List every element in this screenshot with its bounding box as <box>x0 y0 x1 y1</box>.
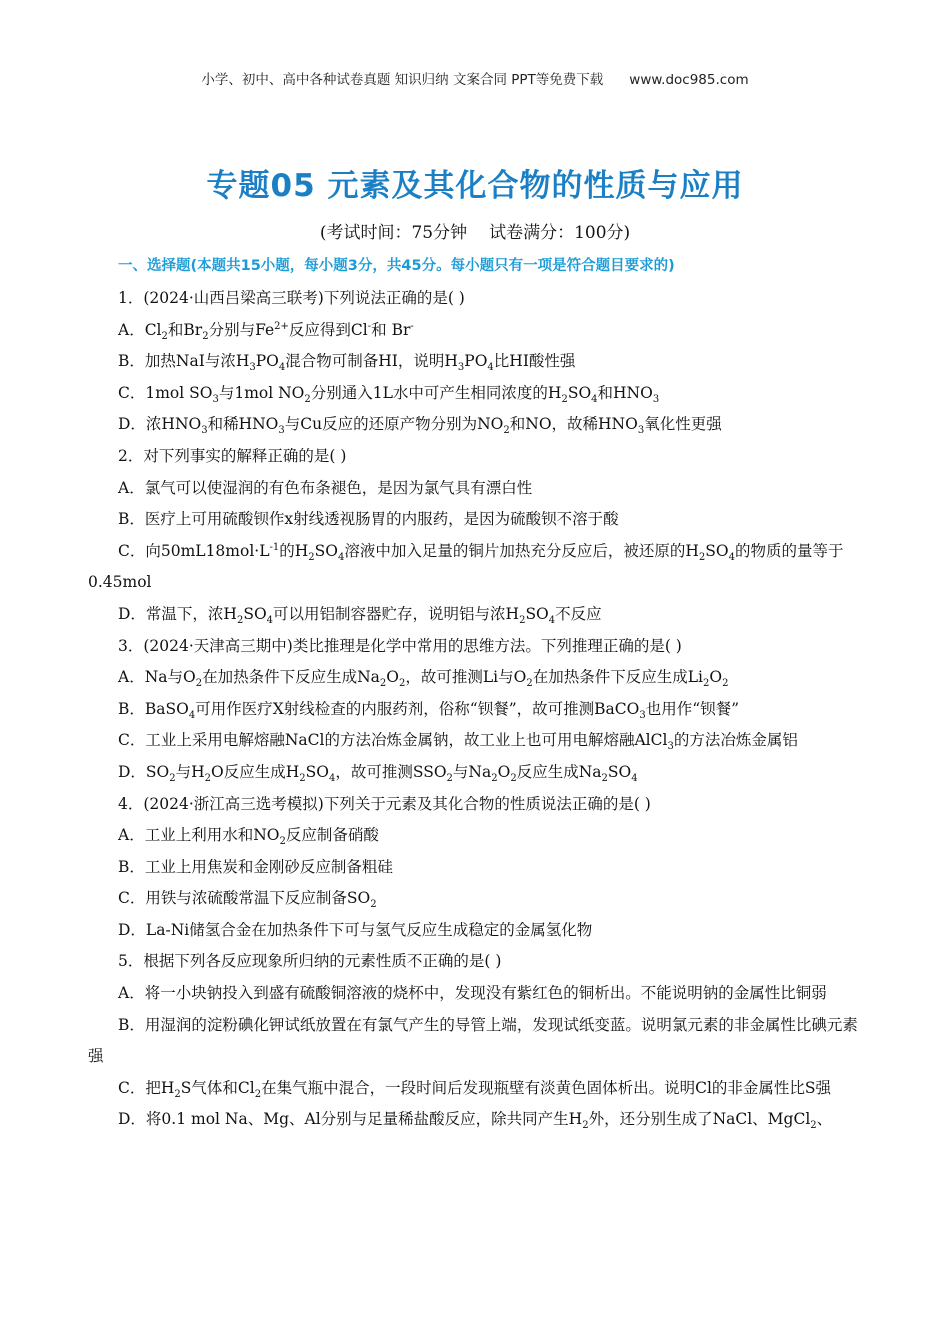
option-a: A．将一小块钠投入到盛有硫酸铜溶液的烧杯中，发现没有紫红色的铜析出。不能说明钠的金属性比铜弱 <box>118 984 827 1003</box>
option-d: D．将0.1 mol Na、Mg、Al分别与足量稀盐酸反应，除共同产生$H_2$外，还分别生成了NaCl、MgCl$_2$、 <box>118 1110 833 1132</box>
header-text: 小学、初中、高中各种试卷真题 知识归纳 文案合同 PPT等免费下载 <box>201 72 604 88</box>
question-stem: 4．(2024·浙江高三选考模拟)下列关于元素及其化合物的性质说法正确的是( ) <box>118 794 651 813</box>
question-stem: 5．根据下列各反应现象所归纳的元素性质不正确的是( ) <box>118 952 502 971</box>
option-b: B．BaSO$_4$可用作医疗X射线检查的内服药剂，俗称“钡餐”，故可推测BaCO$_3$也用作“钡餐” <box>118 699 740 721</box>
exam-info <box>0 218 950 243</box>
option-c: C．1mol $SO_3$与1mol $NO_2$分别通入1L水中可产生相同浓度的$H_2SO_4$和$HNO_3$ <box>118 383 660 405</box>
option-b: B．医疗上可用硫酸钡作x射线透视肠胃的内服药，是因为硫酸钡不溶于酸 <box>118 510 619 529</box>
option-c: C．工业上采用电解熔融NaCl的方法冶炼金属钠，故工业上也可用电解熔融AlCl$_3$的方法冶炼金属铝 <box>118 731 798 753</box>
option-a: A．$Cl_2$和$Br_2$分别与$Fe^{2+}$反应得到Cl-和 Br- <box>118 320 414 342</box>
option-c: C．把$H_2S$气体和$Cl_2$在集气瓶中混合，一段时间后发现瓶壁有淡黄色固体析出。说明Cl的非金属性比S强 <box>118 1078 832 1100</box>
page-title: 专题05 元素及其化合物的性质与应用 <box>206 168 744 204</box>
option-d: D．$SO_2$与$H_2O$反应生成$H_2SO_4$，故可推测$SSO_2$与$Na_2O_2$反应生成$Na_2SO_4$ <box>118 762 638 784</box>
question-stem: 2．对下列事实的解释正确的是( ) <box>118 446 347 465</box>
option-d: D．常温下，浓$H_2SO_4$可以用铝制容器贮存，说明铝与浓$H_2SO_4$不反应 <box>118 604 602 627</box>
exam-time: (考试时间：75分钟 <box>319 223 468 243</box>
option-b: B．用湿润的淀粉碘化钾试纸放置在有氯气产生的导管上端，发现试纸变蓝。说明氯元素的非金属性比碘元素强 <box>88 1015 858 1066</box>
question-stem: 1．(2024·山西吕梁高三联考)下列说法正确的是( ) <box>118 289 465 307</box>
page-header <box>0 68 950 88</box>
question-stem: 3．(2024·天津高三期中)类比推理是化学中常用的思维方法。下列推理正确的是( ) <box>118 636 682 655</box>
option-d: D．浓$HNO_3$和稀$HNO_3$与Cu反应的还原产物分别为$NO_2$和NO，故稀$HNO_3$氧化性更强 <box>118 415 722 437</box>
option-b: B．加热NaI与浓$H_3PO_4$混合物可制备HI，说明$H_3PO_4$比HI酸性强 <box>118 352 576 374</box>
option-a: A．Na与$O_2$在加热条件下反应生成$Na_2O_2$，故可推测Li与$O_2$在加热条件下反应生成$Li_2O_2$ <box>118 668 729 690</box>
question-list <box>88 283 866 1136</box>
option-c: C．向$50mL18mol\cdot L^{-1}$的$H_2SO_4$溶液中加入足量的铜片加热充分反应后，被还原的$H_2SO_4$的物质的量等于0.45mol <box>88 541 844 592</box>
header-site[interactable]: www.doc985.com <box>629 72 749 88</box>
option-a: A．氯气可以使湿润的有色布条褪色，是因为氯气具有漂白性 <box>118 478 533 497</box>
option-d: D．La-Ni储氢合金在加热条件下可与氢气反应生成稳定的金属氢化物 <box>118 920 593 939</box>
option-b: B．工业上用焦炭和金刚砂反应制备粗硅 <box>118 857 393 876</box>
option-a: A．工业上利用水和$NO_2$反应制备硝酸 <box>118 826 379 848</box>
exam-score: 试卷满分：100分) <box>489 223 631 243</box>
section-heading: 一、选择题(本题共15小题，每小题3分，共45分。每小题只有一项是符合题目要求的) <box>118 258 675 274</box>
option-c: C．用铁与浓硫酸常温下反应制备$SO_2$ <box>118 889 377 911</box>
